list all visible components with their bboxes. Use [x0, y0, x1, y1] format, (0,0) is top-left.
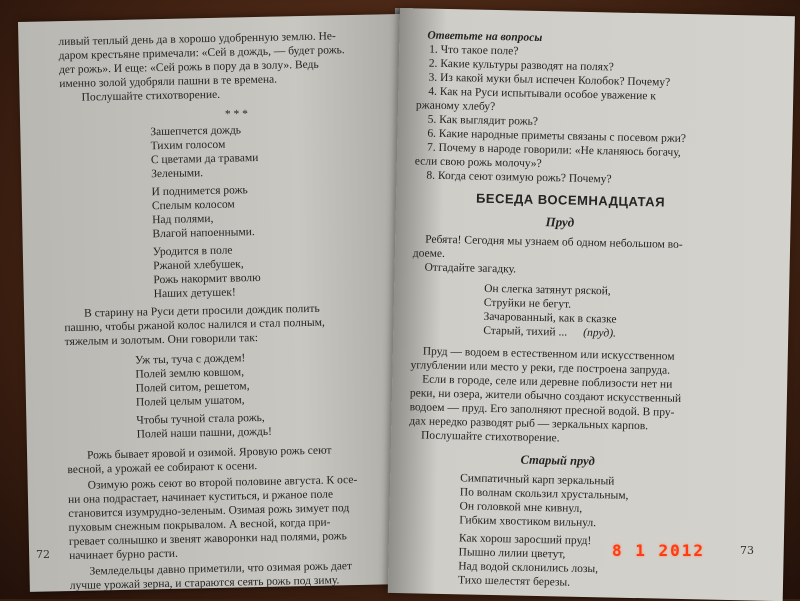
poem-line: По волнам скользил хрустальным, [459, 486, 629, 502]
poem-line: Тихим голосом [150, 138, 226, 153]
poem-line: Гибким хвостиком вильнул. [459, 514, 597, 530]
text-line: начинает бурно расти. [69, 547, 179, 563]
page-number-right: 73 [740, 544, 754, 557]
text-line: именно золой удобряли пашни в те времена. [59, 73, 278, 91]
text-line: дет рожь». И еще: «Сей рожь в пору да в золу». Ведь [58, 58, 319, 77]
poem-line: Зелеными. [151, 167, 204, 181]
poem-line: Полей ситом, решетом, [135, 380, 250, 395]
question-item: 6. Какие народные приметы связаны с посевом ржи? [427, 127, 687, 146]
question-item: ржаному хлебу? [415, 99, 496, 114]
question-item: 5. Как выглядит рожь? [427, 113, 539, 128]
text-line: В старину на Руси дети просили дождик полить [83, 302, 320, 320]
text-line: становится изумрудно-зеленым. Озимая рожь зимует под [68, 502, 350, 521]
text-line: Отгадайте загадку. [424, 261, 517, 276]
text-line: лучше урожай зерна, и стараются сеять рожь под зиму. [69, 574, 340, 592]
poem-line: Он головкой мне кивнул, [459, 500, 583, 515]
poem-line: Влагой напоенными. [152, 226, 255, 241]
poem-line: Как хорош заросший пруд! [458, 532, 592, 548]
right-page [388, 8, 795, 601]
riddle-line: Старый, тихий ... [483, 324, 568, 339]
question-item: 8. Когда сеют озимую рожь? Почему? [426, 169, 612, 186]
poem-line: Уж ты, туча с дождем! [134, 352, 246, 367]
text-line: Озимую рожь сеют во второй половине августа. К осе- [87, 473, 358, 492]
poem-line: Рожь накормит вволю [153, 271, 261, 287]
poem-title: Старый пруд [520, 452, 595, 469]
question-item: 1. Что такое поле? [429, 43, 519, 58]
question-item: 4. Как на Руси испытывали особое уважение к [428, 85, 657, 103]
text-line: пашню, чтобы ржаной колос налился и стал полным, [64, 316, 325, 335]
poem-line: Тихо шелестят березы. [457, 574, 571, 589]
riddle-answer: (пруд). [583, 326, 617, 340]
stars-divider: * * * [224, 108, 249, 121]
poem-line: Спелым колосом [151, 198, 235, 213]
riddle-line: Он слегка затянут ряской, [484, 282, 611, 298]
lesson-subheading: Пруд [545, 214, 575, 230]
lesson-heading: БЕСЕДА ВОСЕМНАДЦАТАЯ [475, 190, 666, 210]
riddle-line: Струйки не бегут. [483, 296, 572, 311]
question-item: если свою рожь молочу»? [414, 155, 542, 171]
poem-line: Наших детушек! [153, 286, 236, 301]
text-line: гревает солнышко и звенят жаворонки над полями, рожь [68, 530, 347, 549]
text-line: ни она подрастает, начинает куститься, и ржаное поле [67, 488, 334, 507]
poem-line: Симпатичный карп зеркальный [460, 472, 615, 488]
poem-line: Над полями, [152, 212, 214, 227]
camera-date-stamp: 8 1 2012 [612, 541, 706, 560]
poem-line: Чтобы тучной стала рожь, [136, 411, 265, 427]
text-line: весной, а урожай ее собирают к осени. [67, 460, 258, 477]
text-line: Рожь бывает яровой и озимой. Яровую рожь сеют [86, 444, 332, 462]
questions-title: Ответьте на вопросы [427, 29, 543, 44]
text-line: Послушайте стихотворение. [420, 429, 560, 445]
poem-line: Ржаной хлебушек, [153, 258, 244, 273]
poem-line: И поднимется рожь [151, 184, 248, 199]
poem-line: Полей целым ушатом, [135, 394, 245, 409]
text-line: реки, ни озера, жители обычно создают искусственный [409, 387, 682, 405]
poem-line: Полей наши пашни, дождь! [136, 425, 273, 441]
text-line: Земледельцы давно приметили, что озимая рожь дает [89, 560, 353, 578]
poem-line: Зашепчется дождь [150, 124, 242, 139]
poem-line: Пышно лилии цветут, [458, 546, 566, 561]
text-line: Пруд — водоем в естественном или искусственном [422, 345, 675, 363]
text-line: углублении или место у реки, где построена запруда. [410, 359, 671, 377]
poem-line: Уродится в поле [152, 244, 233, 259]
text-line: тяжелым и золотым. Они говорили так: [64, 332, 259, 349]
text-line: пуховым снежным покрывалом. А весной, когда при- [68, 516, 331, 535]
text-line: Послушайте стихотворение. [81, 88, 221, 104]
question-item: 7. Почему в народе говорили: «Не кланяюсь богачу, [426, 141, 681, 159]
page-number-left: 72 [36, 548, 50, 561]
left-page [18, 14, 425, 592]
poem-line: С цветами да травами [150, 151, 259, 167]
text-line: доеме. [412, 247, 446, 260]
text-line: даром крестьяне примечали: «Сей в дождь, — будет рожь. [58, 44, 345, 63]
poem-line: Полей землю ковшом, [135, 366, 245, 381]
text-line: ливый теплый день да в хорошо удобренную землю. Не- [58, 30, 336, 49]
question-item: 2. Какие культуры разводят на полях? [428, 57, 614, 74]
text-line: Если в городе, селе или деревне поблизости нет ни [422, 373, 673, 391]
text-line: Ребята! Сегодня мы узнаем об одном небольшом во- [425, 233, 683, 251]
poem-line: Над водой склонились лозы, [458, 560, 599, 576]
riddle-line: Зачарованный, как в сказке [483, 310, 617, 326]
text-line: водоем — пруд. Его заполняют пресной водой. В пру- [409, 401, 675, 419]
text-line: дах нередко разводят рыб — зеркальных карпов. [409, 415, 649, 433]
question-item: 3. Из какой муки был испечен Колобок? Почему? [428, 71, 671, 89]
